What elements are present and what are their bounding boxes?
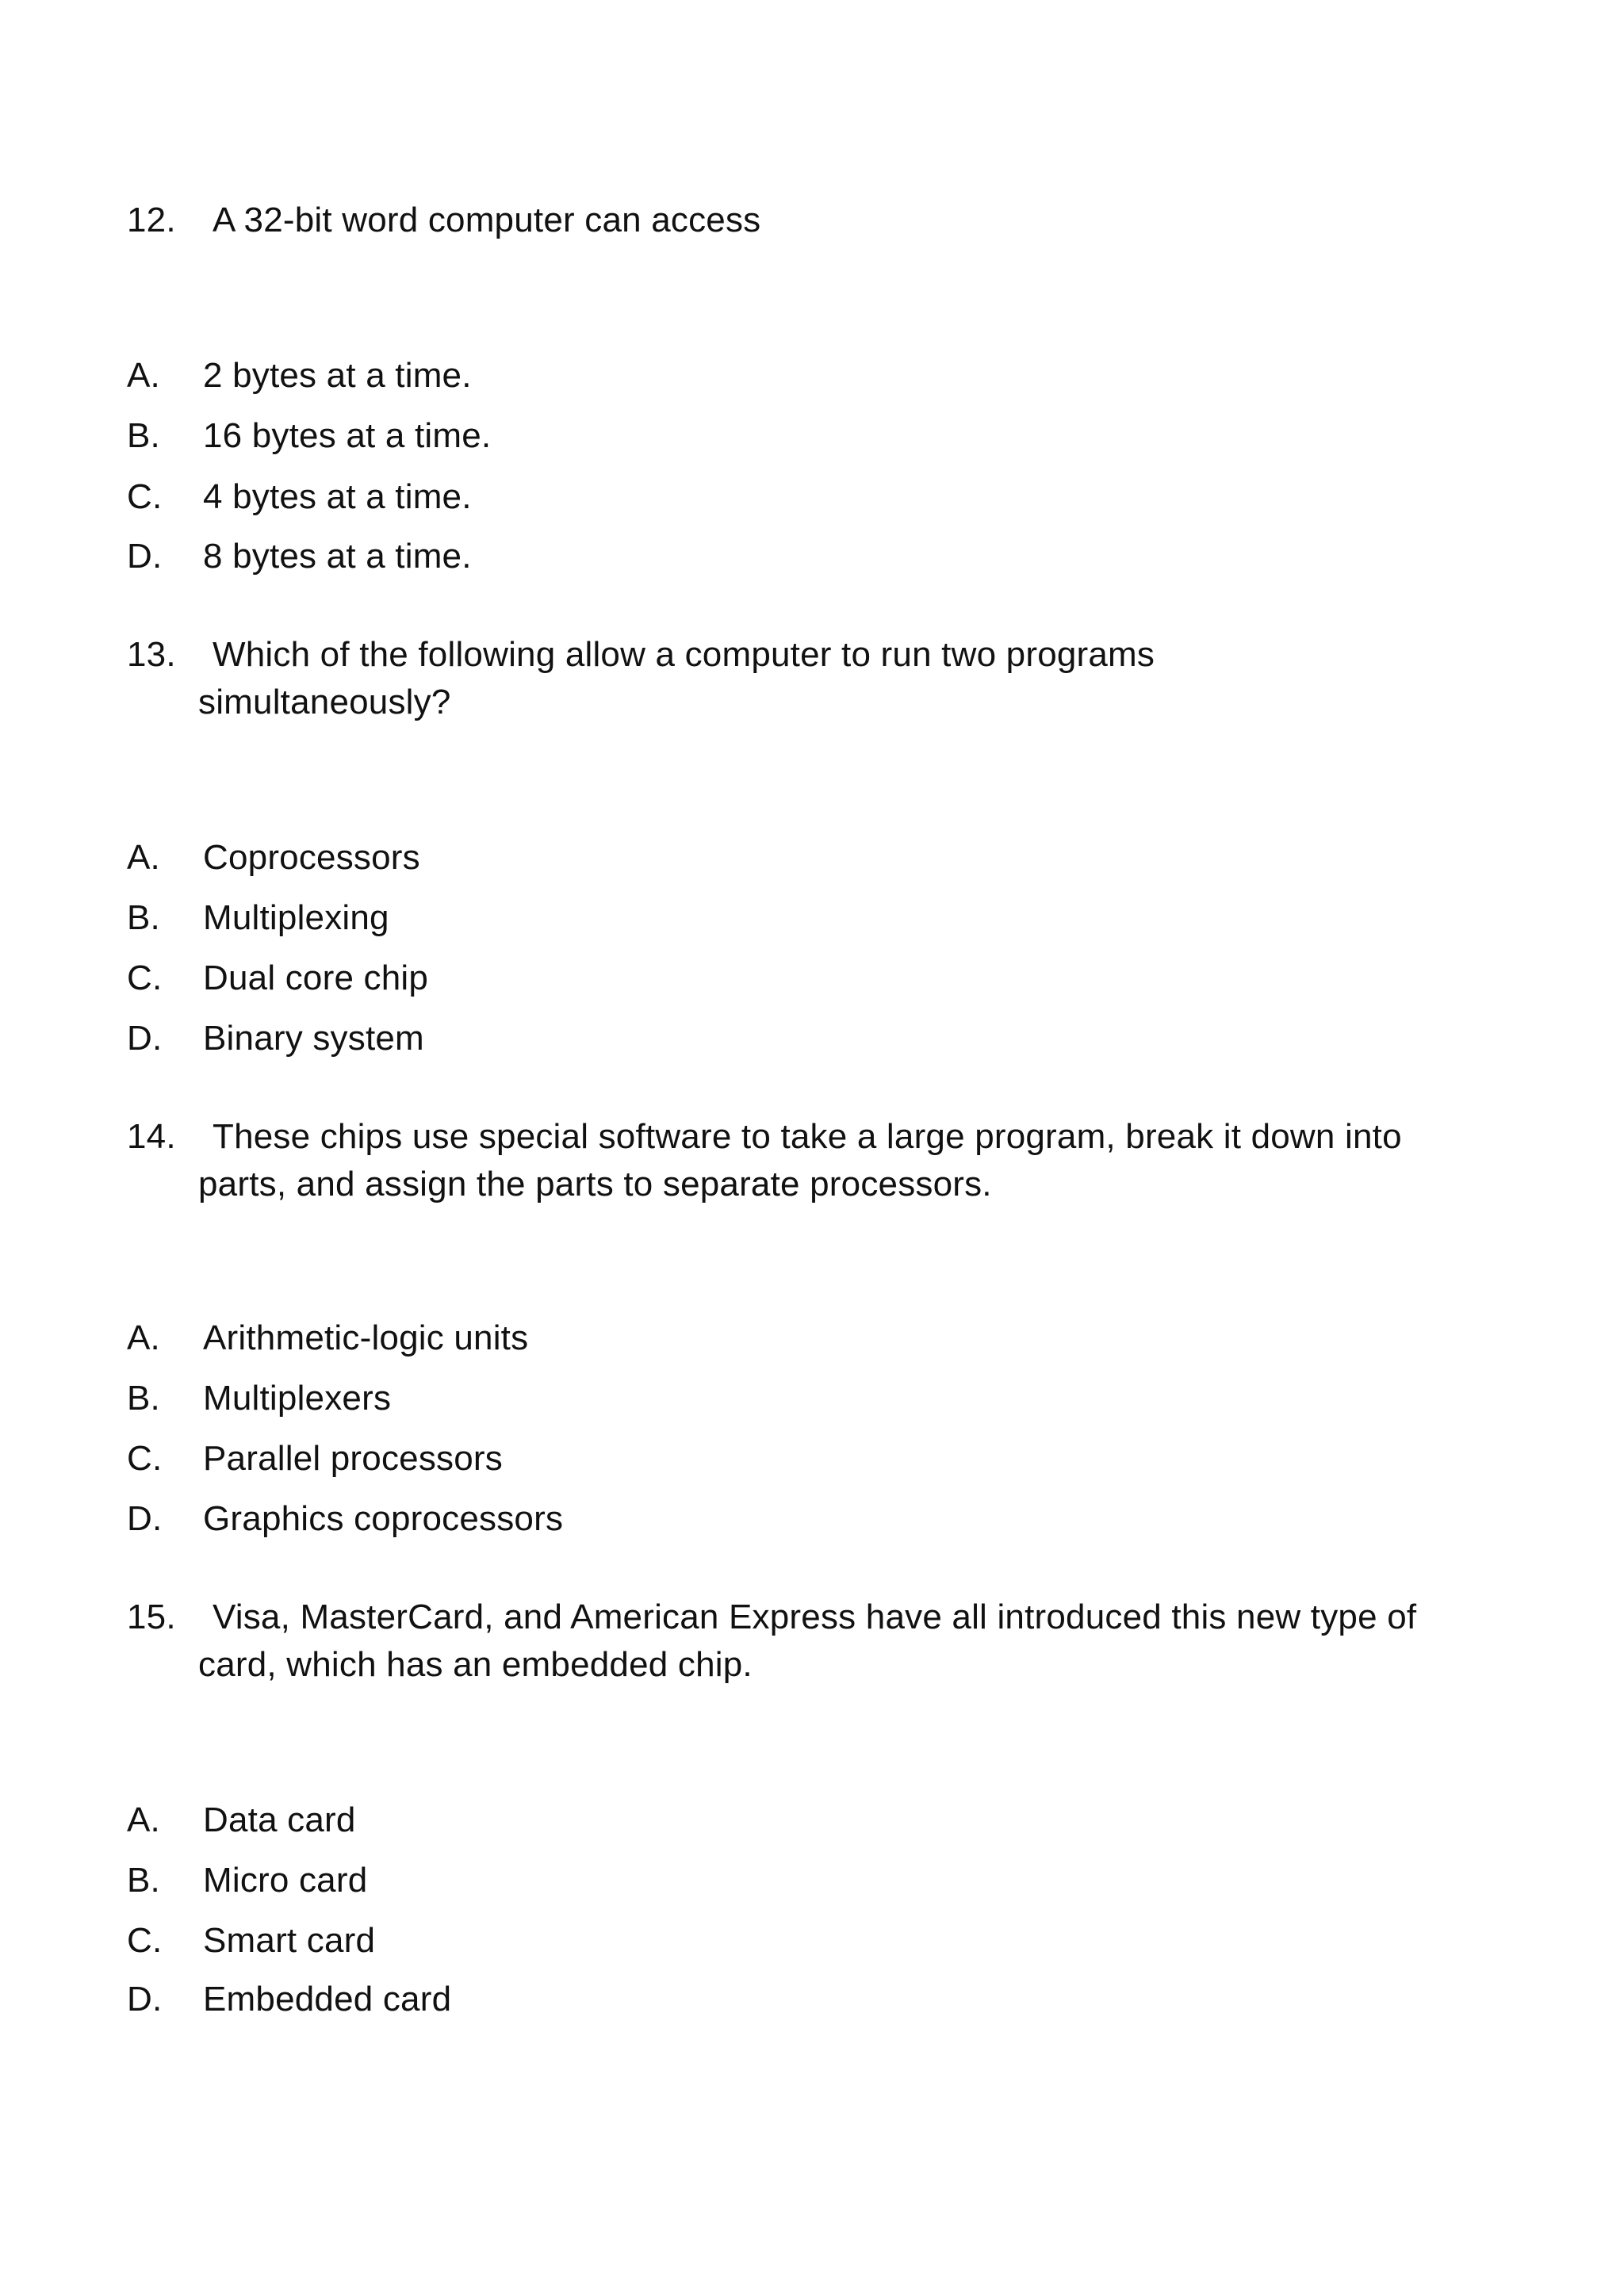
option-letter: D. [127,1980,163,2019]
option-text: Smart card [203,1921,376,1960]
option-letter: A. [127,838,160,877]
option-letter: C. [127,477,163,516]
option-text: Dual core chip [203,959,429,997]
option-letter: A. [127,356,160,395]
question-text-continuation: simultaneously? [198,683,451,721]
option-letter: C. [127,1439,163,1478]
option-text: Data card [203,1800,356,1839]
question-number: 13. [127,635,176,674]
question-text: Visa, MasterCard, and American Express have all introduced this new type of [213,1598,1417,1636]
option-text: 16 bytes at a time. [203,416,492,455]
option-text: Coprocessors [203,838,420,877]
option-text: Micro card [203,1861,368,1900]
option-letter: C. [127,959,163,997]
option-letter: B. [127,1861,160,1900]
option-letter: B. [127,1379,160,1418]
option-letter: D. [127,537,163,576]
option-text: Multiplexers [203,1379,392,1418]
question-text: Which of the following allow a computer to run two programs [213,635,1155,674]
option-text: Arithmetic-logic units [203,1318,529,1357]
question-text: A 32-bit word computer can access [213,201,761,239]
question-text-continuation: parts, and assign the parts to separate processors. [198,1165,992,1203]
option-text: 8 bytes at a time. [203,537,472,576]
option-letter: D. [127,1499,163,1538]
option-text: 2 bytes at a time. [203,356,472,395]
option-letter: B. [127,898,160,937]
option-text: Multiplexing [203,898,389,937]
option-letter: B. [127,416,160,455]
question-text-continuation: card, which has an embedded chip. [198,1645,753,1684]
question-number: 12. [127,201,176,239]
question-number: 14. [127,1117,176,1156]
option-text: Binary system [203,1019,424,1058]
option-letter: A. [127,1800,160,1839]
option-text: Embedded card [203,1980,452,2019]
option-text: Graphics coprocessors [203,1499,564,1538]
option-text: 4 bytes at a time. [203,477,472,516]
option-letter: A. [127,1318,160,1357]
option-text: Parallel processors [203,1439,503,1478]
option-letter: C. [127,1921,163,1960]
option-letter: D. [127,1019,163,1058]
question-text: These chips use special software to take a large program, break it down into [213,1117,1402,1156]
question-number: 15. [127,1598,176,1636]
